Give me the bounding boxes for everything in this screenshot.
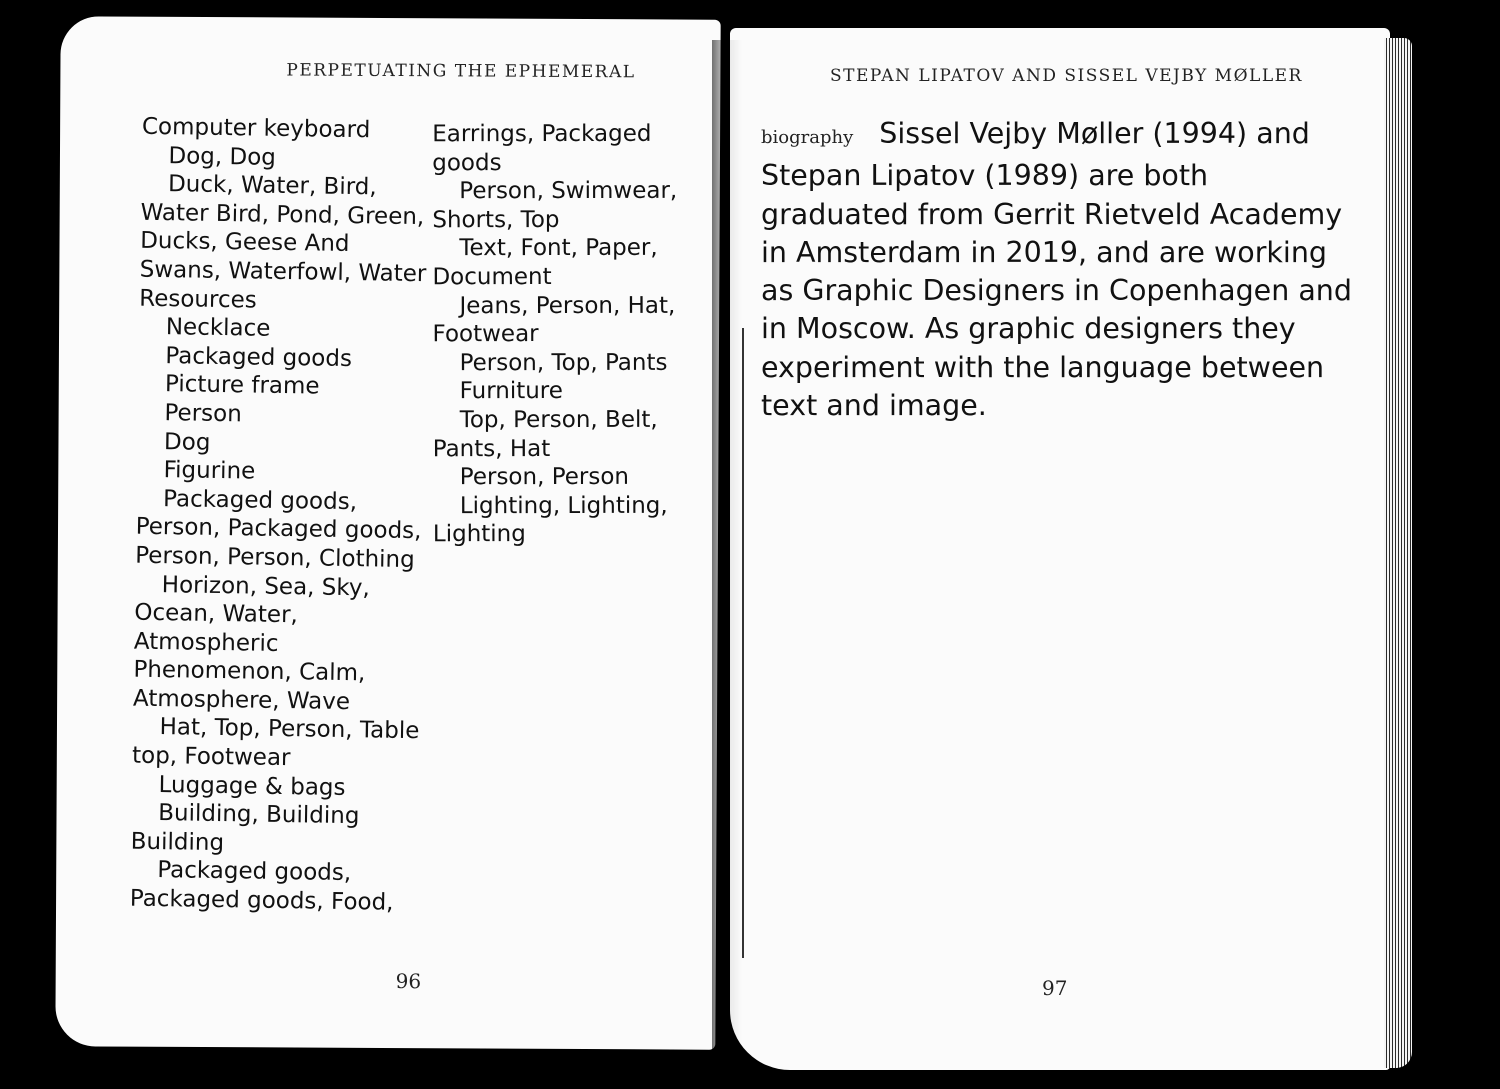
list-item: Top, Person, Belt, Pants, Hat bbox=[432, 406, 658, 462]
list-item: Necklace bbox=[165, 314, 271, 342]
biography-text: Sissel Vejby Møller (1994) and Stepan Lipatov (1989) are both graduated from Gerrit Rietveld Academy in Amsterdam in 2019, and are working as Graphic Designers in Copenhagen and in Moscow. As graphic designers they experiment with the language between text and image. bbox=[761, 117, 1352, 423]
list-item: Horizon, Sea, Sky, Ocean, Water, Atmospheric Phenomenon, Calm, Atmosphere, Wave bbox=[132, 571, 371, 715]
margin-rule bbox=[742, 328, 744, 958]
list-item: Person, Swimwear, Shorts, Top bbox=[432, 177, 678, 234]
page-number-left: 96 bbox=[395, 969, 422, 994]
biography-paragraph bbox=[761, 115, 1361, 425]
biography-label: biography bbox=[761, 127, 854, 148]
list-item: Person, Top, Pants bbox=[459, 349, 668, 376]
right-page bbox=[730, 28, 1390, 1070]
label-column-right bbox=[432, 120, 721, 549]
list-item: Picture frame bbox=[164, 371, 320, 400]
label-column-left bbox=[130, 113, 433, 918]
page-edges bbox=[1384, 38, 1412, 1068]
list-item: Dog, Dog bbox=[168, 142, 277, 171]
list-item: Furniture bbox=[459, 378, 563, 405]
running-head-right: STEPAN LIPATOV AND SISSEL VEJBY MØLLER bbox=[830, 66, 1303, 86]
list-item: Hat, Top, Person, Table top, Footwear bbox=[131, 714, 420, 772]
list-item: Computer keyboard bbox=[141, 113, 371, 144]
list-item: Figurine bbox=[163, 457, 256, 485]
running-head-left: PERPETUATING THE EPHEMERAL bbox=[286, 60, 636, 83]
list-item: Person bbox=[164, 400, 242, 428]
gutter-shadow bbox=[712, 40, 742, 1050]
left-page bbox=[55, 16, 720, 1049]
list-item: Luggage & bags bbox=[158, 771, 346, 801]
list-item: Packaged goods, Person, Packaged goods, Person, Person, Clothing bbox=[135, 485, 422, 573]
list-item: Lighting, Lighting, Lighting bbox=[432, 492, 668, 548]
page-number-right: 97 bbox=[1042, 976, 1068, 1000]
list-item: Dog bbox=[163, 428, 211, 456]
list-item: Packaged goods bbox=[165, 342, 353, 372]
list-item: Building, Building Building bbox=[130, 800, 360, 856]
list-item: Text, Font, Paper, Document bbox=[432, 235, 658, 291]
list-item: Jeans, Person, Hat, Footwear bbox=[432, 292, 676, 348]
list-item: Duck, Water, Bird, Water Bird, Pond, Green, Ducks, Geese And Swans, Waterfowl, Water Resources bbox=[139, 171, 427, 314]
list-item: Packaged goods, Packaged goods, Food, bbox=[129, 857, 394, 916]
list-item: Earrings, Packaged goods bbox=[432, 120, 652, 176]
list-item: Person, Person bbox=[459, 464, 630, 491]
